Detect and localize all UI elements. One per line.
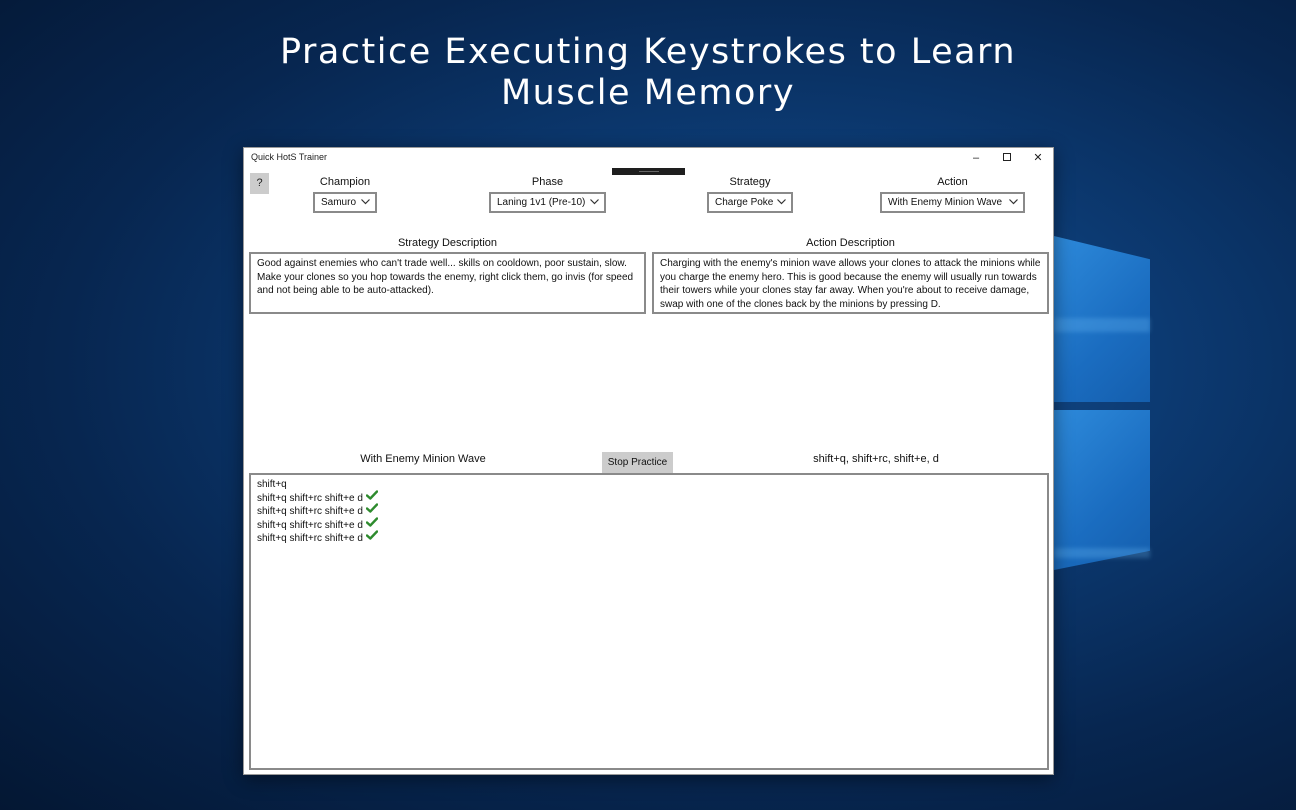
log-line-text: shift+q shift+rc shift+e d <box>257 492 363 504</box>
maximize-icon <box>1003 153 1011 161</box>
maximize-button[interactable] <box>992 149 1022 167</box>
practice-action-name: With Enemy Minion Wave <box>360 453 486 465</box>
champion-label: Champion <box>319 176 371 188</box>
log-line-text: shift+q shift+rc shift+e d <box>257 533 363 544</box>
action-label: Action <box>937 176 968 188</box>
practice-log-list <box>257 478 1041 546</box>
phase-label: Phase <box>531 176 564 188</box>
champion-select-value: Samuro <box>321 197 357 208</box>
chevron-down-icon <box>1009 194 1018 205</box>
log-line-text: shift+q shift+rc shift+e d <box>257 506 363 517</box>
minimize-button[interactable] <box>961 149 991 167</box>
close-button[interactable] <box>1023 149 1053 167</box>
log-line-text: shift+q <box>257 479 287 490</box>
practice-key-sequence: shift+q, shift+rc, shift+e, d <box>813 453 939 465</box>
strategy-select-value: Charge Poke <box>715 197 774 208</box>
strategy-description-box: Good against enemies who can't trade well... skills on cooldown, poor sustain, slow. Make your clones so you hop towards the enemy, right click them, go invis (for speed and not being able to be auto-attacked). <box>249 252 646 314</box>
action-select[interactable] <box>880 192 1025 213</box>
help-button[interactable]: ? <box>250 173 269 194</box>
checkmark-icon <box>366 517 378 532</box>
chevron-down-icon <box>777 194 786 205</box>
close-icon: ✕ <box>1033 152 1043 164</box>
hero-title-line-2: Muscle Memory <box>500 73 796 113</box>
chevron-down-icon <box>361 194 370 205</box>
action-select-value: With Enemy Minion Wave <box>888 197 1003 208</box>
hero-title <box>0 32 1296 114</box>
minimize-icon: – <box>972 152 980 164</box>
chevron-down-icon <box>590 194 599 205</box>
phase-select-value: Laning 1v1 (Pre-10) <box>497 197 586 208</box>
action-description-box: Charging with the enemy's minion wave allows your clones to attack the minions while you charge the enemy hero. This is good because the enemy will usually run towards their towers while your clones stay far away. When you're about to receive damage, swap with one of the clones back by the minions by pressing D. <box>652 252 1049 314</box>
drag-handle[interactable] <box>612 168 685 175</box>
app-window <box>243 147 1054 775</box>
checkmark-icon <box>366 503 378 518</box>
stop-practice-button[interactable]: Stop Practice <box>602 452 673 474</box>
strategy-label: Strategy <box>729 176 771 188</box>
champion-select[interactable] <box>313 192 377 213</box>
log-line <box>257 532 1041 546</box>
log-line-text: shift+q shift+rc shift+e d <box>257 519 363 531</box>
window-title: Quick HotS Trainer <box>251 152 328 162</box>
title-bar[interactable] <box>244 148 1053 168</box>
strategy-select[interactable] <box>707 192 793 213</box>
checkmark-icon <box>366 490 378 505</box>
practice-log[interactable] <box>249 473 1049 770</box>
strategy-description-label: Strategy Description <box>397 237 498 249</box>
action-description-label: Action Description <box>806 237 895 249</box>
phase-select[interactable] <box>489 192 606 213</box>
checkmark-icon <box>366 530 378 545</box>
hero-title-line-1: Practice Executing Keystrokes to Learn <box>279 32 1017 72</box>
